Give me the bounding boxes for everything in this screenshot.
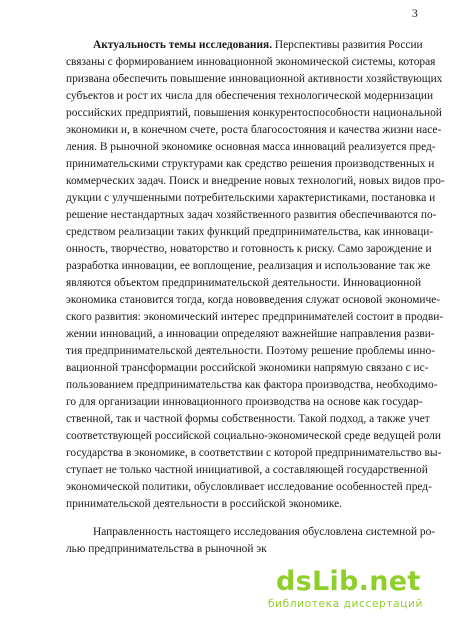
section-heading: Актуальность темы исследования.: [93, 39, 273, 51]
paragraph-1-line-23: ственной, так и частной формы собственности. Такой подход, а также учет: [66, 413, 430, 425]
paragraph-1-line-15: являются объектом предпринимательской деятельности. Инновационной: [66, 277, 422, 289]
paragraph-1-line-12: средством реализации таких функций предпринимательства, как инноваци-: [66, 226, 434, 238]
paragraph-1-line-1-text: Перспективы развития России: [272, 39, 423, 51]
paragraph-1-line-8: принимательскими структурами как средство решения производственных и: [66, 158, 435, 170]
paragraph-1-line-14: разработка инновации, ее воплощение, реализация и использование так же: [66, 260, 431, 272]
paragraph-1-line-1: [66, 37, 423, 54]
paragraph-1-line-2: связаны с формированием инновационной экономической системы, которая: [66, 56, 436, 68]
paragraph-1-line-11: решение нестандартных задач хозяйственного развития обеспечиваются по-: [66, 209, 437, 221]
paragraph-1-line-9: коммерческих задач. Поиск и внедрение новых технологий, новых видов про-: [66, 175, 445, 187]
paragraph-1-line-16: экономика становится тогда, когда нововведения служат основой экономиче-: [66, 294, 441, 306]
paragraph-1-line-22: го для организации инновационного производства на основе как государ-: [66, 396, 423, 408]
paragraph-1-line-28: принимательской деятельности в российской экономике.: [66, 498, 343, 510]
paragraph-1-line-21: пользованием предпринимательства как фактора производства, необходимо-: [66, 379, 438, 391]
paragraph-1-line-24: соответствующей российской социально-экономической среде ведущей роли: [66, 430, 441, 442]
paragraph-1-line-7: ления. В рыночной экономике основная масса инноваций реализуется пред-: [66, 141, 436, 153]
paragraph-1-line-3: призвана обеспечить повышение инновационной активности хозяйствующих: [66, 73, 443, 85]
paragraph-1-line-18: жении инноваций, а инновации определяют важнейшие направления разви-: [66, 328, 435, 340]
paragraph-1-line-5: российских предприятий, повышения конкурентоспособности национальной: [66, 107, 442, 119]
paragraph-1-line-19: тия предпринимательской деятельности. Поэтому решение проблемы инно-: [66, 345, 435, 357]
paragraph-1-line-17: ского развития: экономический интерес предпринимателей состоит в продви-: [66, 311, 444, 323]
paragraph-1-line-4: субъектов и рост их числа для обеспечения технологической модернизации: [66, 90, 434, 102]
paragraph-1-line-10: дукции с улучшенными потребительскими характеристиками, постановка и: [66, 192, 436, 204]
dslib-watermark: [268, 568, 450, 616]
paragraph-1-line-27: экономической политики, обусловливает исследование особенностей пред-: [66, 481, 432, 493]
paragraph-2-line-1: Направленность настоящего исследования обусловлена системной ро-: [93, 526, 436, 538]
paragraph-1-line-13: онность, творчество, новаторство и готовность к риску. Само зарождение и: [66, 243, 432, 255]
watermark-tagline: библиотека диссертаций: [268, 598, 423, 610]
page-number: 3: [412, 8, 418, 20]
paragraph-1-line-26: ступает не только частной инициативой, а составляющей государственной: [66, 464, 428, 476]
paragraph-1-line-25: государства в экономике, в соответствии с которой предпринимательство вы-: [66, 447, 442, 459]
watermark-logo: dsLib.net: [276, 566, 421, 597]
paragraph-1-line-20: вационной трансформации российской экономики напрямую связано с ис-: [66, 362, 429, 374]
paragraph-1-line-6: экономики и, в конечном счете, роста благосостояния и качества жизни насе-: [66, 124, 442, 136]
document-body: [66, 37, 445, 558]
paragraph-2-line-2: лью предпринимательства в рыночной эк: [66, 543, 267, 555]
paragraph-gap: [66, 513, 414, 524]
